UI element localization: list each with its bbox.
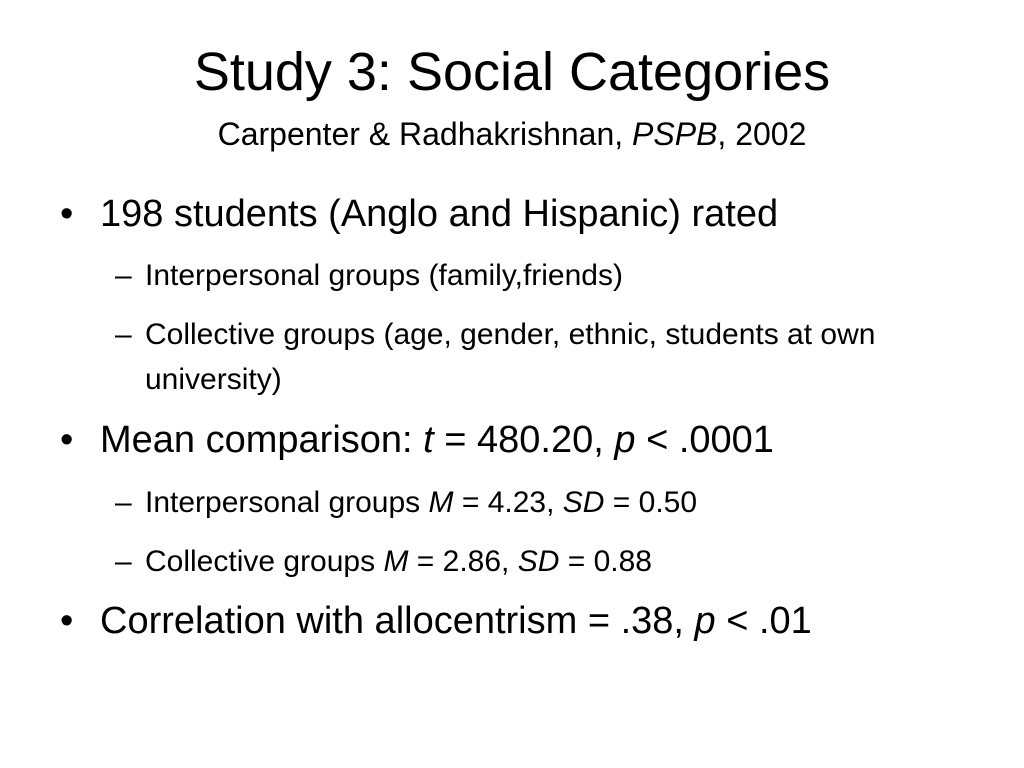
bullet-marker: • [60,600,74,642]
citation-authors: Carpenter & Radhakrishnan, [217,116,633,152]
stat-symbol-p: p [614,419,636,461]
citation-year: , 2002 [717,116,807,152]
stat-symbol-m: M [383,545,409,578]
stat-symbol-sd: SD [562,486,605,519]
bullet-text-part: Correlation with allocentrism = .38, [100,600,695,642]
citation-journal: PSPB [632,116,718,152]
subbullet-item-collective-stats [115,539,905,584]
stat-symbol-p: p [694,600,716,642]
bullet-marker: • [60,193,74,235]
stat-symbol-m: M [428,486,454,519]
subbullet-marker: – [115,486,132,519]
subbullet-text-part: Collective groups [145,545,384,578]
subbullet-text: Interpersonal groups (family,friends) [145,259,623,292]
subbullet-text-part: = 0.88 [559,545,652,578]
bullet-item-sample [60,192,779,236]
stat-symbol-t: t [423,419,434,461]
subbullet-text-part: = 2.86, [408,545,518,578]
bullet-text-part: < .0001 [635,419,774,461]
subbullet-item-interpersonal-stats [115,480,905,525]
subbullet-text-part: Interpersonal groups [145,486,429,519]
bullet-text: 198 students (Anglo and Hispanic) rated [100,193,779,235]
stat-symbol-sd: SD [517,545,560,578]
subbullet-text-part: = 0.50 [604,486,698,519]
subbullet-text-part: = 4.23, [453,486,563,519]
subbullet-marker: – [115,318,132,351]
bullet-item-mean-comparison [60,418,774,462]
subbullet-item-collective [115,312,905,402]
subbullet-marker: – [115,259,132,292]
bullet-marker: • [60,419,74,461]
bullet-text-part: = 480.20, [433,419,615,461]
subbullet-text: Collective groups (age, gender, ethnic, students at own university) [145,318,876,396]
bullet-text-part: < .01 [715,600,812,642]
bullet-item-correlation [60,599,812,643]
slide-title: Study 3: Social Categories [193,42,831,102]
bullet-text-part: Mean comparison: [100,419,424,461]
subbullet-item-interpersonal [115,253,905,298]
subbullet-marker: – [115,545,132,578]
